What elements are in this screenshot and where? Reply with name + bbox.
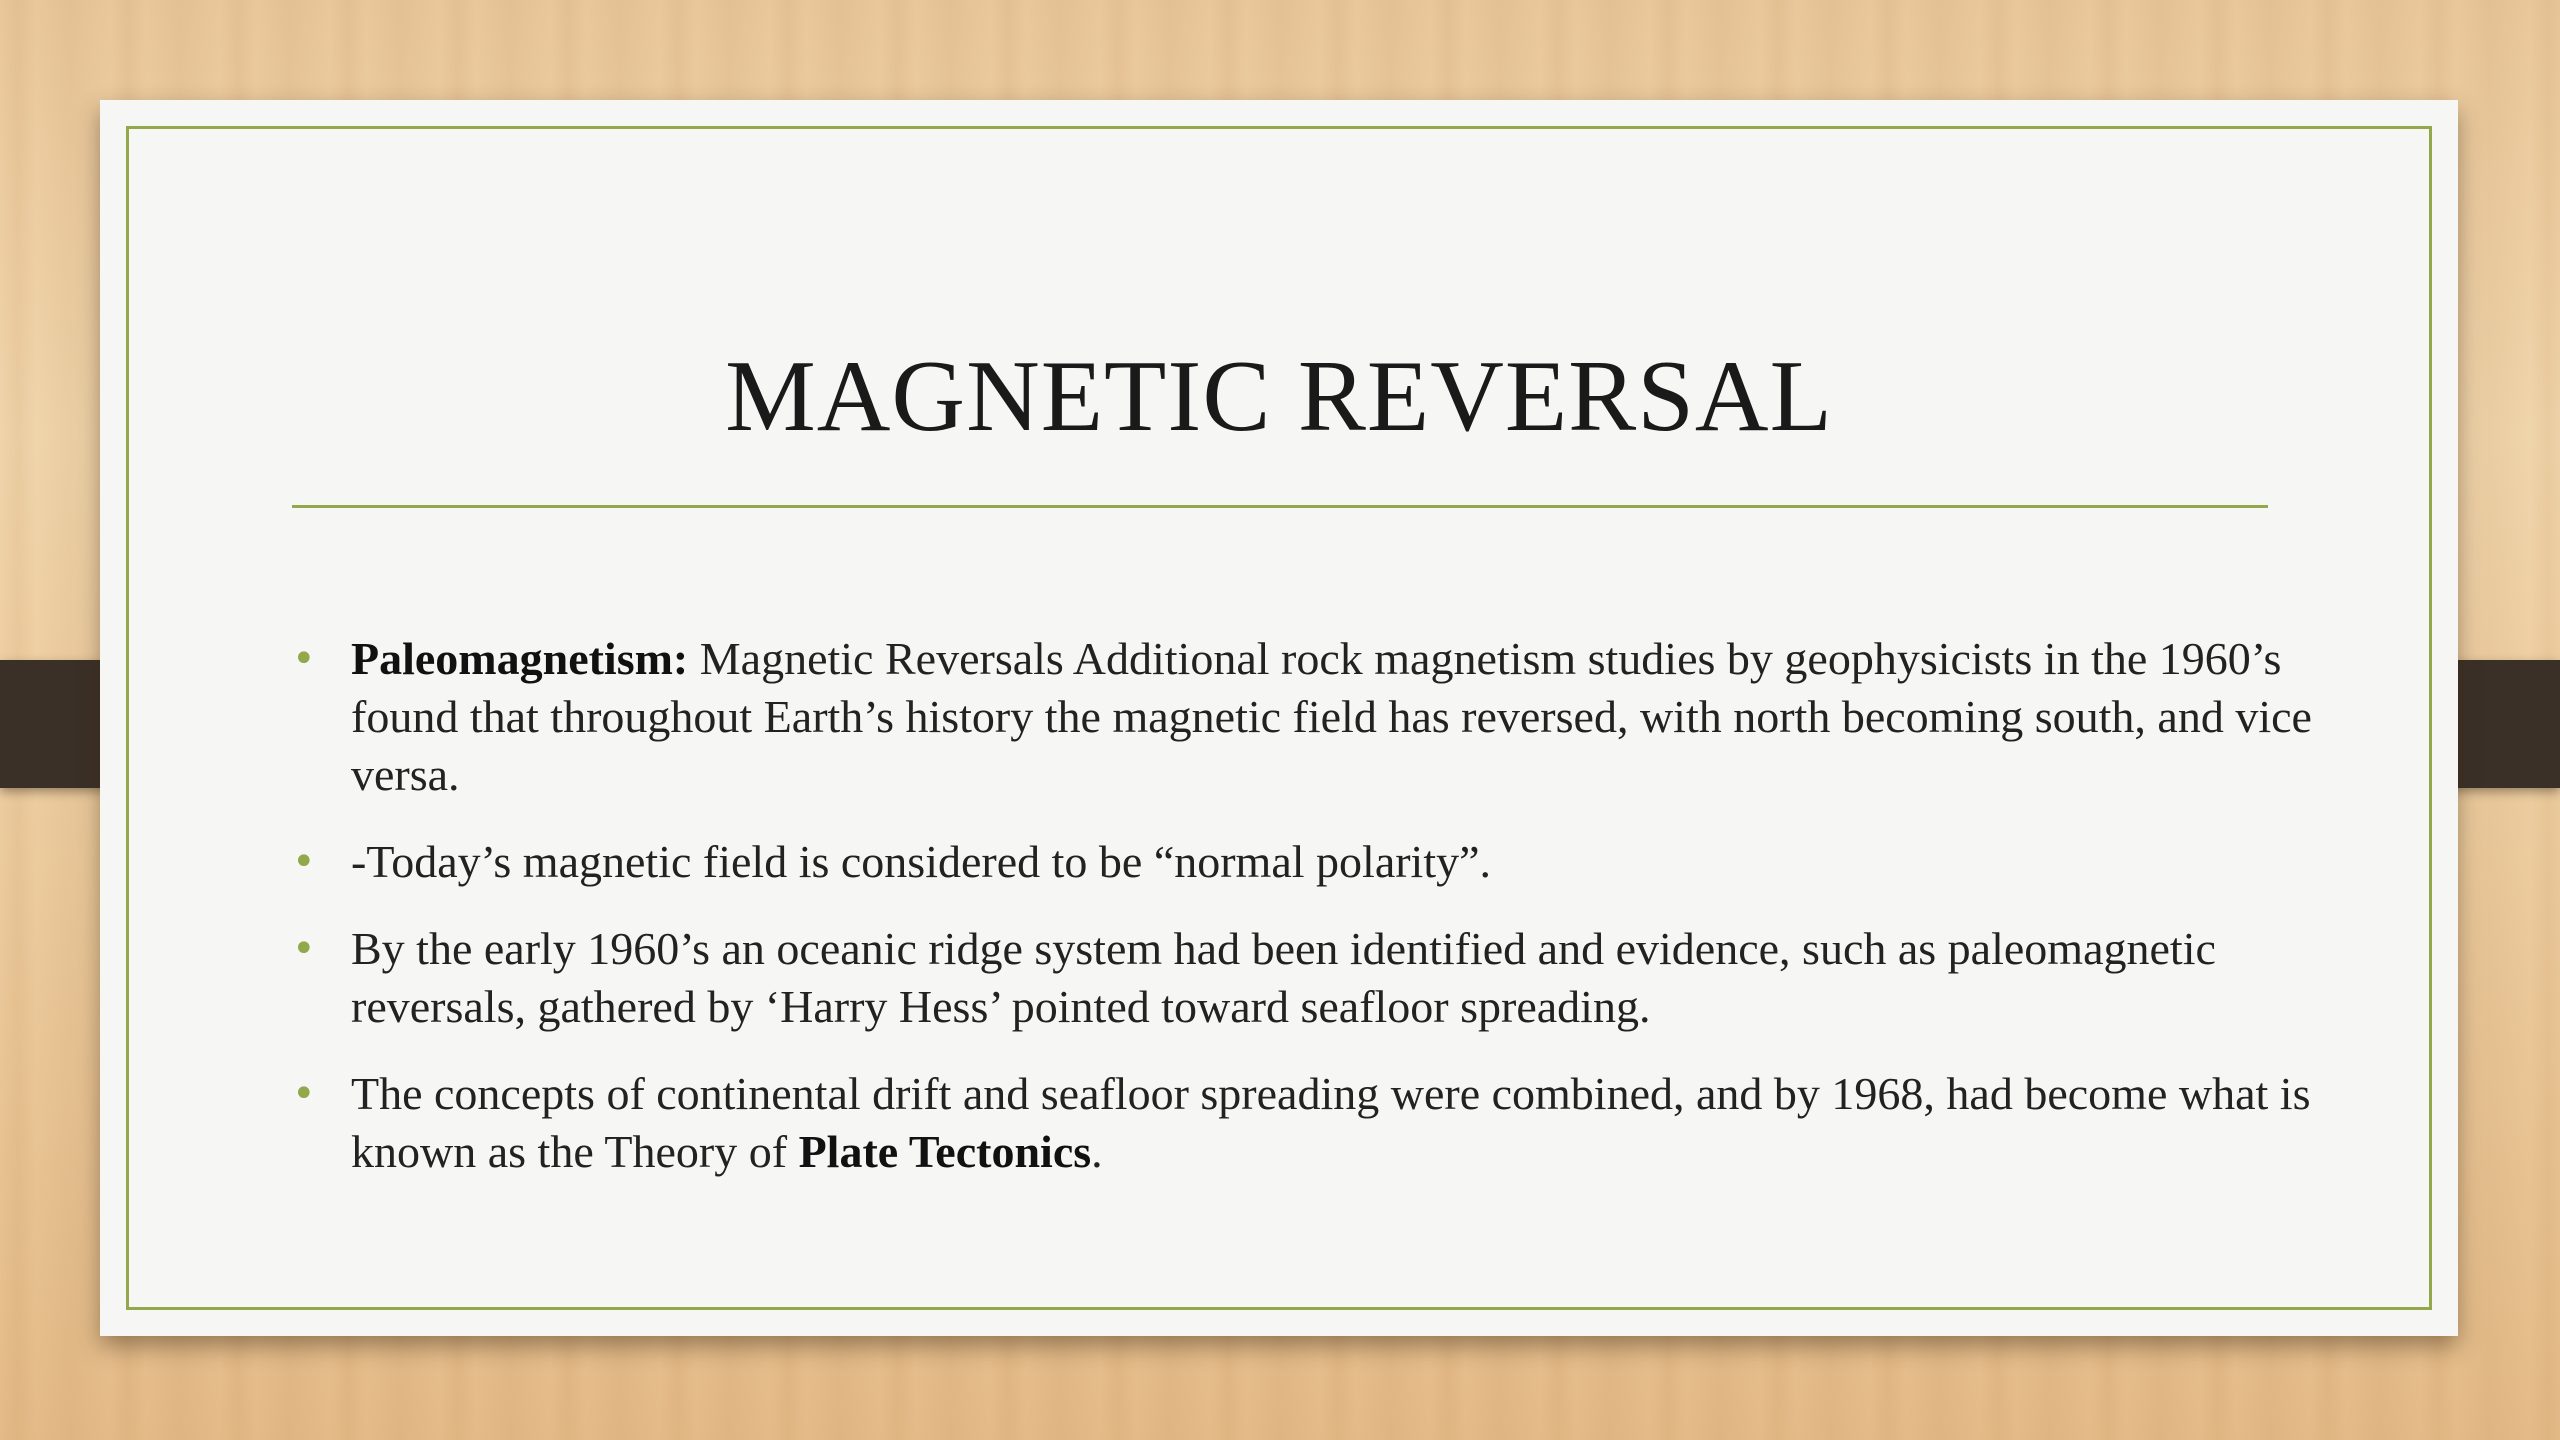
bullet-end: . xyxy=(1091,1126,1103,1177)
bullet-dot-icon: • xyxy=(292,1071,316,1117)
bullet-dot-icon: • xyxy=(292,926,316,972)
bullet-item xyxy=(292,630,2352,804)
bullet-text: Magnetic Reversals Additional rock magnetism studies by geophysicists in the 1960’s found that throughout Earth’s history the magnetic field has reversed, with north becoming south, and vice versa. xyxy=(351,633,2312,800)
bullet-dot-icon: • xyxy=(292,636,316,682)
title-divider xyxy=(292,505,2268,508)
bullet-item xyxy=(292,1065,2352,1181)
slide xyxy=(100,100,2458,1336)
bullet-text: The concepts of continental drift and seafloor spreading were combined, and by 1968, had become what is known as the Theory of xyxy=(351,1068,2311,1177)
bullet-list xyxy=(292,630,2352,1210)
bullet-text: By the early 1960’s an oceanic ridge system had been identified and evidence, such as paleomagnetic reversals, gathered by ‘Harry Hess’ pointed toward seafloor spreading. xyxy=(351,923,2216,1032)
bullet-text: -Today’s magnetic field is considered to be “normal polarity”. xyxy=(351,836,1492,887)
bullet-item xyxy=(292,920,2352,1036)
bullet-item xyxy=(292,833,2352,891)
bullet-dot-icon: • xyxy=(292,839,316,885)
bullet-bold-tail: Plate Tectonics xyxy=(798,1126,1092,1177)
slide-title: MAGNETIC REVERSAL xyxy=(725,340,1833,454)
bullet-bold-lead: Paleomagnetism: xyxy=(351,633,689,684)
